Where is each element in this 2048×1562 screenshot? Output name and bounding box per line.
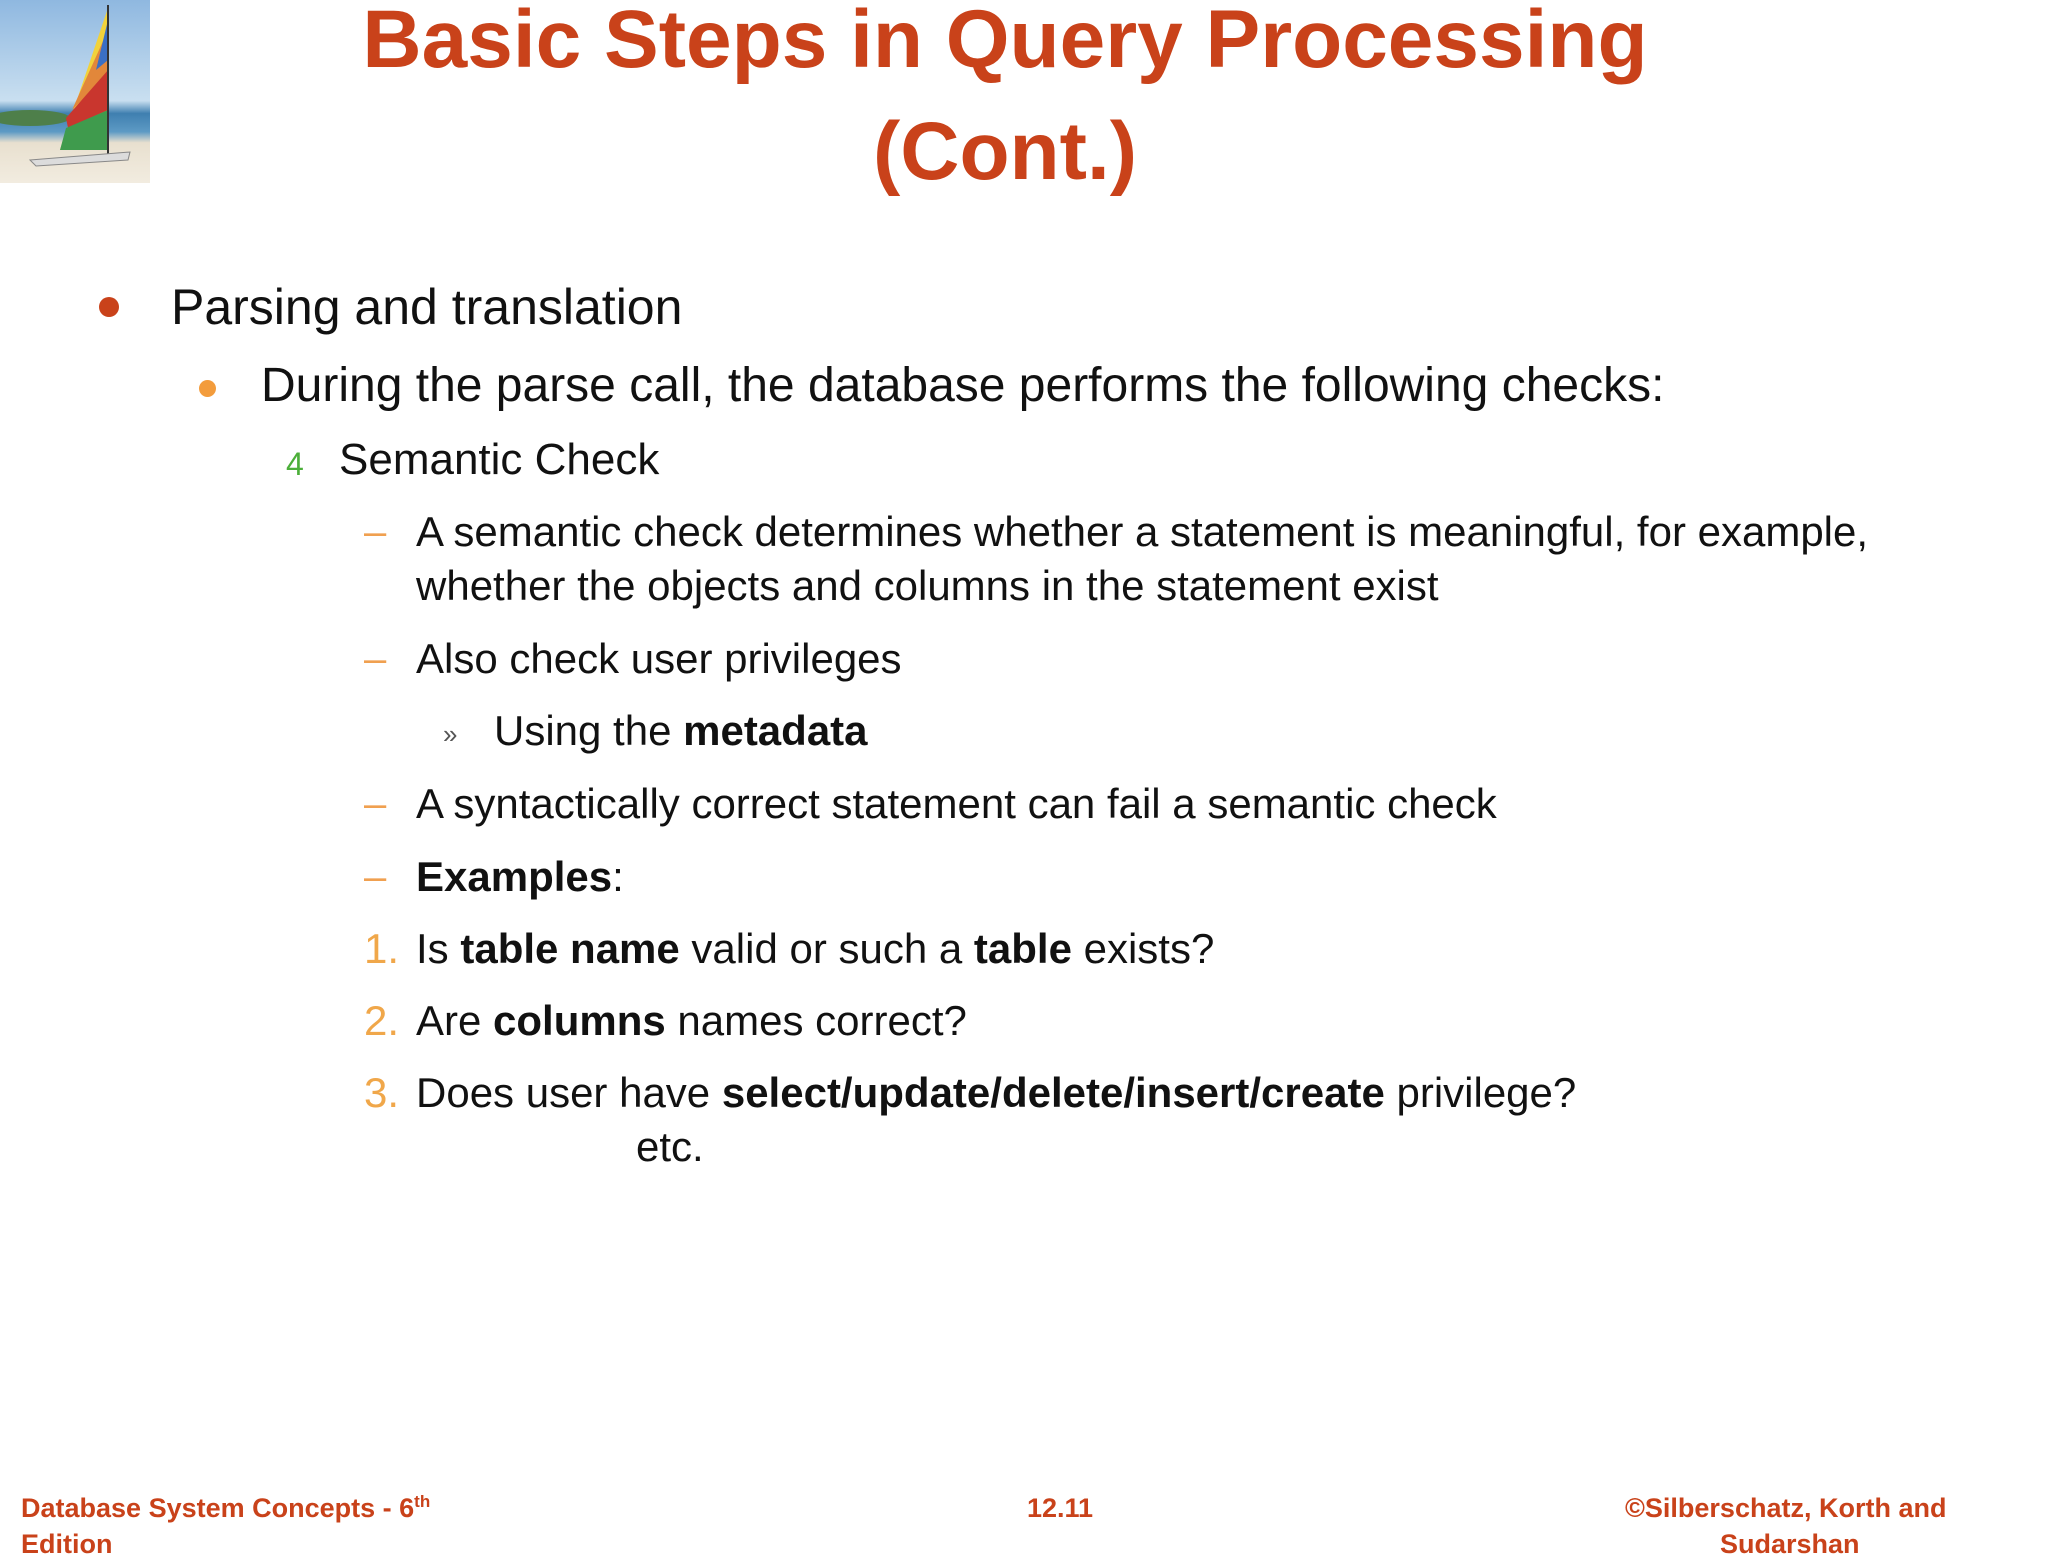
example-item-2 — [416, 994, 967, 1048]
footer-book-title: Database System Concepts - 6 — [21, 1493, 415, 1523]
example-bold: columns — [493, 997, 666, 1044]
footer-right-cut — [1720, 1526, 1860, 1559]
dash-item-2: Also check user privileges — [416, 635, 902, 682]
dash-item-4 — [416, 850, 624, 904]
footer-edition-sup: th — [414, 1492, 431, 1511]
level2-item: During the parse call, the database performs the following checks: — [261, 359, 1665, 412]
dash-item-1-line2: whether the objects and columns in the statement exist — [416, 562, 1439, 609]
footer-authors-text: Sudarshan — [1720, 1529, 1860, 1559]
example-text: Does user have — [416, 1069, 722, 1116]
example-text: valid or such a — [679, 925, 974, 972]
sub-marker: » — [443, 719, 458, 749]
slide-title-line2: (Cont.) — [872, 106, 1138, 197]
dash-marker: – — [364, 510, 387, 554]
example-text: names correct? — [665, 997, 967, 1044]
example-number: 3. — [364, 1069, 400, 1116]
example-bold: table — [973, 925, 1072, 972]
dash-marker: – — [364, 637, 387, 681]
dash-item-3: A syntactically correct statement can fail a semantic check — [416, 780, 1497, 827]
level2-bullet — [199, 380, 216, 397]
etc-text: etc. — [636, 1123, 704, 1170]
footer-edition-text: Edition — [21, 1529, 113, 1559]
examples-label: Examples — [416, 853, 613, 900]
footer-page-number: 12.11 — [1027, 1493, 1094, 1523]
footer-left — [21, 1490, 430, 1526]
example-text: privilege? — [1384, 1069, 1577, 1116]
dash-marker: – — [364, 855, 387, 899]
footer-left-cut — [21, 1526, 113, 1559]
sub-item-bold: metadata — [683, 707, 868, 754]
example-text: Is — [416, 925, 461, 972]
level1-item: Parsing and translation — [171, 279, 683, 335]
footer-copyright: ©Silberschatz, Korth and — [1625, 1493, 1947, 1523]
dash-item-1-line1: A semantic check determines whether a statement is meaningful, for example, — [416, 508, 1869, 555]
example-number: 1. — [364, 925, 400, 972]
example-item-1 — [416, 922, 1214, 976]
level1-bullet — [99, 297, 119, 317]
example-text: Are — [416, 997, 494, 1044]
sailboat-icon — [0, 0, 150, 183]
example-text: exists? — [1071, 925, 1215, 972]
level3-marker: 4 — [286, 446, 304, 482]
slide-title-line1: Basic Steps in Query Processing — [362, 0, 1648, 85]
sailboat-logo — [0, 0, 150, 183]
example-item-3 — [416, 1066, 1576, 1120]
example-bold: table name — [460, 925, 680, 972]
sub-item-text: Using the — [494, 707, 684, 754]
level3-item: Semantic Check — [339, 435, 660, 484]
example-number: 2. — [364, 997, 400, 1044]
example-bold: select/update/delete/insert/create — [721, 1069, 1385, 1116]
examples-colon: : — [612, 853, 624, 900]
sub-item — [494, 704, 868, 758]
dash-marker: – — [364, 782, 387, 826]
